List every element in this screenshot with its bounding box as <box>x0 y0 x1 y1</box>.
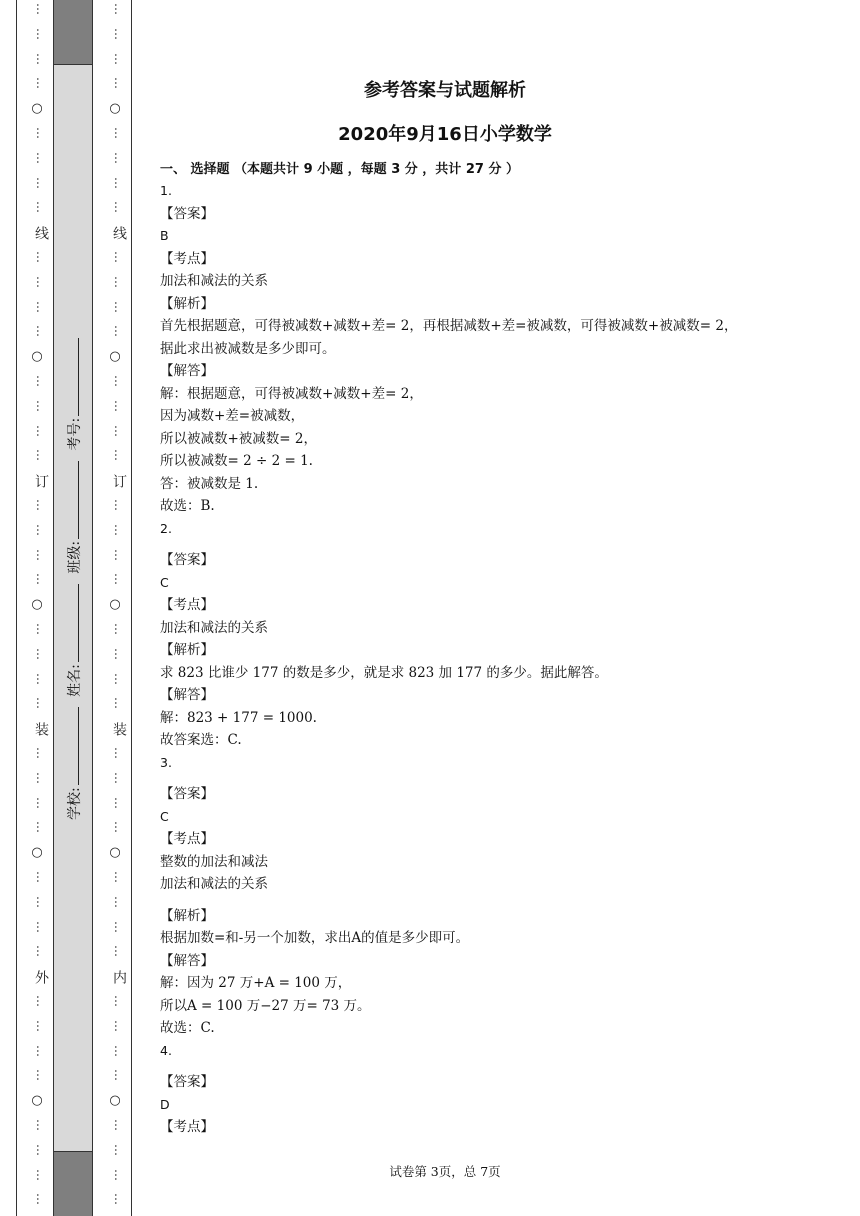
analysis-label: 【解析】 <box>160 907 214 924</box>
binding-dots: … <box>34 375 48 386</box>
point-label: 【考点】 <box>160 250 214 267</box>
binding-circle-icon: ○ <box>109 597 121 613</box>
binding-char: 外 <box>33 970 49 985</box>
point-item: 加法和减法的关系 <box>160 876 268 892</box>
name-blank <box>66 584 79 662</box>
binding-dots: … <box>112 920 126 932</box>
student-info-fields <box>64 332 84 820</box>
binding-dots: … <box>34 499 48 510</box>
binding-dots: … <box>112 573 126 585</box>
binding-border-right <box>131 0 132 1216</box>
binding-dots: … <box>112 1044 126 1056</box>
page-footer: 试卷第 3页，总 7页 <box>389 1164 501 1179</box>
answer-value: C <box>160 574 169 590</box>
binding-circle-icon: ○ <box>31 101 43 117</box>
binding-dots: … <box>112 27 126 39</box>
school-label: 学校: <box>67 787 83 820</box>
binding-circle-icon: ○ <box>31 845 43 861</box>
binding-dots: … <box>112 1069 126 1081</box>
exam-number-blank <box>66 338 79 416</box>
class-label: 班级: <box>67 540 83 574</box>
solution-line: 所以被减数+被减数= 2， <box>160 430 318 447</box>
solution-line: 解：823 + 177 = 1000. <box>160 709 317 726</box>
class-blank <box>66 461 79 539</box>
solution-line: 故答案选：C. <box>160 732 242 748</box>
binding-dots: … <box>112 77 126 89</box>
binding-dots: … <box>34 573 48 585</box>
binding-dots: … <box>34 1119 48 1130</box>
binding-circle-icon: ○ <box>109 845 121 861</box>
solution-line: 解：因为 27 万+A = 100 万， <box>160 975 352 991</box>
binding-dots: … <box>34 672 48 684</box>
binding-dots: … <box>34 548 48 560</box>
binding-dots: … <box>34 1193 48 1205</box>
answer-label: 【答案】 <box>160 205 214 222</box>
binding-dots: … <box>34 27 48 39</box>
binding-dots: … <box>112 1019 126 1031</box>
solution-line: 故选：C. <box>160 1020 215 1036</box>
question-number: 1. <box>160 183 172 198</box>
outer-binding-column <box>27 0 47 1216</box>
binding-dots: … <box>112 821 126 833</box>
analysis-text: 求 823 比谁少 177 的数是多少，就是求 823 加 177 的多少。据此解答。 <box>160 664 608 681</box>
point-label: 【考点】 <box>160 831 214 847</box>
binding-dots: … <box>112 251 126 262</box>
binding-dots: … <box>112 647 126 659</box>
binding-dots: … <box>34 995 48 1006</box>
school-blank <box>66 707 79 785</box>
binding-dots: … <box>112 127 126 138</box>
binding-char: 订 <box>111 474 127 489</box>
binding-dots: … <box>112 771 126 783</box>
question-number: 4. <box>160 1042 172 1058</box>
binding-dots: … <box>112 1193 126 1205</box>
binding-circle-icon: ○ <box>109 101 121 117</box>
binding-dots: … <box>34 449 48 461</box>
analysis-label: 【解析】 <box>160 295 214 312</box>
binding-dots: … <box>112 1119 126 1130</box>
exam-number-label: 考号: <box>67 417 83 451</box>
solution-line: 所以被减数= 2 ÷ 2 = 1. <box>160 453 313 469</box>
binding-dots: … <box>112 796 126 808</box>
analysis-text: 首先根据题意，可得被减数+减数+差= 2，再根据减数+差=被减数，可得被减数+被减数= 2，据此求出被减数是多少即可。 <box>160 318 738 357</box>
binding-dots: … <box>112 151 126 163</box>
name-label: 姓名: <box>67 664 83 697</box>
solution-line: 故选：B. <box>160 498 215 514</box>
binding-dots: … <box>112 945 126 957</box>
binding-dots: … <box>34 920 48 932</box>
answer-label: 【答案】 <box>160 552 214 568</box>
binding-dots: … <box>112 399 126 411</box>
binding-dots: … <box>34 399 48 411</box>
binding-char: 订 <box>33 474 49 489</box>
binding-dots: … <box>34 52 48 64</box>
binding-dots: … <box>112 747 126 758</box>
answer-value: B <box>160 228 169 243</box>
binding-dots: … <box>34 1143 48 1155</box>
binding-dots: … <box>34 523 48 535</box>
point-label: 【考点】 <box>160 597 214 613</box>
answer-value: C <box>160 808 169 824</box>
solution-line: 答：被减数是 1. <box>160 475 259 492</box>
binding-dots: … <box>34 77 48 89</box>
solution-line: 解：根据题意，可得被减数+减数+差= 2， <box>160 385 423 402</box>
solution-label: 【解答】 <box>160 363 214 379</box>
binding-dots: … <box>112 201 126 213</box>
binding-dots: … <box>34 697 48 709</box>
binding-dots: … <box>112 623 126 634</box>
binding-char: 装 <box>33 722 49 737</box>
binding-dots: … <box>112 871 126 882</box>
analysis-text: 根据加数=和-另一个加数，求出A的值是多少即可。 <box>160 930 470 946</box>
binding-dots: … <box>34 300 48 312</box>
binding-dots: … <box>34 1168 48 1180</box>
binding-dots: … <box>34 647 48 659</box>
analysis-label: 【解析】 <box>160 642 214 658</box>
binding-dots: … <box>112 325 126 337</box>
binding-dots: … <box>112 523 126 535</box>
binding-dots: … <box>34 796 48 808</box>
binding-char: 装 <box>111 722 127 737</box>
binding-char: 内 <box>111 970 127 985</box>
binding-dots: … <box>34 821 48 833</box>
binding-dots: … <box>34 176 48 188</box>
binding-char: 线 <box>33 226 49 241</box>
binding-dots: … <box>34 945 48 957</box>
binding-dots: … <box>112 424 126 436</box>
solution-label: 【解答】 <box>160 952 214 969</box>
binding-circle-icon: ○ <box>31 1093 43 1109</box>
answer-value: D <box>160 1096 170 1112</box>
strip-bottom-block <box>54 1151 92 1216</box>
strip-top-block <box>54 0 92 65</box>
binding-dots: … <box>34 3 48 14</box>
binding-dots: … <box>112 449 126 461</box>
binding-dots: … <box>112 375 126 386</box>
binding-dots: … <box>112 895 126 907</box>
question-number: 2. <box>160 520 172 536</box>
solution-label: 【解答】 <box>160 687 214 703</box>
binding-dots: … <box>112 1143 126 1155</box>
binding-dots: … <box>34 275 48 287</box>
point-item: 加法和减法的关系 <box>160 619 268 636</box>
binding-dots: … <box>34 325 48 337</box>
binding-dots: … <box>34 1069 48 1081</box>
binding-dots: … <box>34 151 48 163</box>
binding-dots: … <box>34 747 48 758</box>
binding-dots: … <box>34 251 48 262</box>
binding-dots: … <box>112 499 126 510</box>
binding-dots: … <box>34 1019 48 1031</box>
binding-dots: … <box>112 995 126 1006</box>
answer-label: 【答案】 <box>160 1074 214 1090</box>
inner-binding-column <box>105 0 125 1216</box>
solution-line: 所以A = 100 万−27 万= 73 万。 <box>160 997 371 1014</box>
binding-char: 线 <box>111 226 127 241</box>
binding-dots: … <box>112 1168 126 1180</box>
binding-dots: … <box>34 424 48 436</box>
solution-line: 因为减数+差=被减数， <box>160 408 305 424</box>
binding-dots: … <box>112 300 126 312</box>
binding-dots: … <box>34 623 48 634</box>
binding-dots: … <box>34 895 48 907</box>
answer-label: 【答案】 <box>160 786 214 802</box>
question-number: 3. <box>160 754 172 770</box>
binding-dots: … <box>34 127 48 138</box>
answer-content <box>160 180 740 1139</box>
binding-circle-icon: ○ <box>31 597 43 613</box>
point-label: 【考点】 <box>160 1119 214 1135</box>
binding-dots: … <box>112 672 126 684</box>
page-title: 参考答案与试题解析 <box>364 80 526 101</box>
binding-dots: … <box>112 548 126 560</box>
binding-circle-icon: ○ <box>31 349 43 365</box>
binding-dots: … <box>112 3 126 14</box>
section-heading: 一、 选择题 （本题共计 9 小题 ，每题 3 分 ，共计 27 分 ） <box>160 162 519 177</box>
binding-circle-icon: ○ <box>109 1093 121 1109</box>
page-subtitle: 2020年9月16日小学数学 <box>338 124 552 145</box>
point-item: 整数的加法和减法 <box>160 853 268 870</box>
binding-border-left <box>16 0 17 1216</box>
binding-circle-icon: ○ <box>109 349 121 365</box>
binding-dots: … <box>112 52 126 64</box>
binding-dots: … <box>112 275 126 287</box>
point-item: 加法和减法的关系 <box>160 273 268 289</box>
binding-dots: … <box>34 201 48 213</box>
binding-dots: … <box>34 1044 48 1056</box>
binding-dots: … <box>112 697 126 709</box>
binding-dots: … <box>34 871 48 882</box>
binding-dots: … <box>34 771 48 783</box>
binding-dots: … <box>112 176 126 188</box>
